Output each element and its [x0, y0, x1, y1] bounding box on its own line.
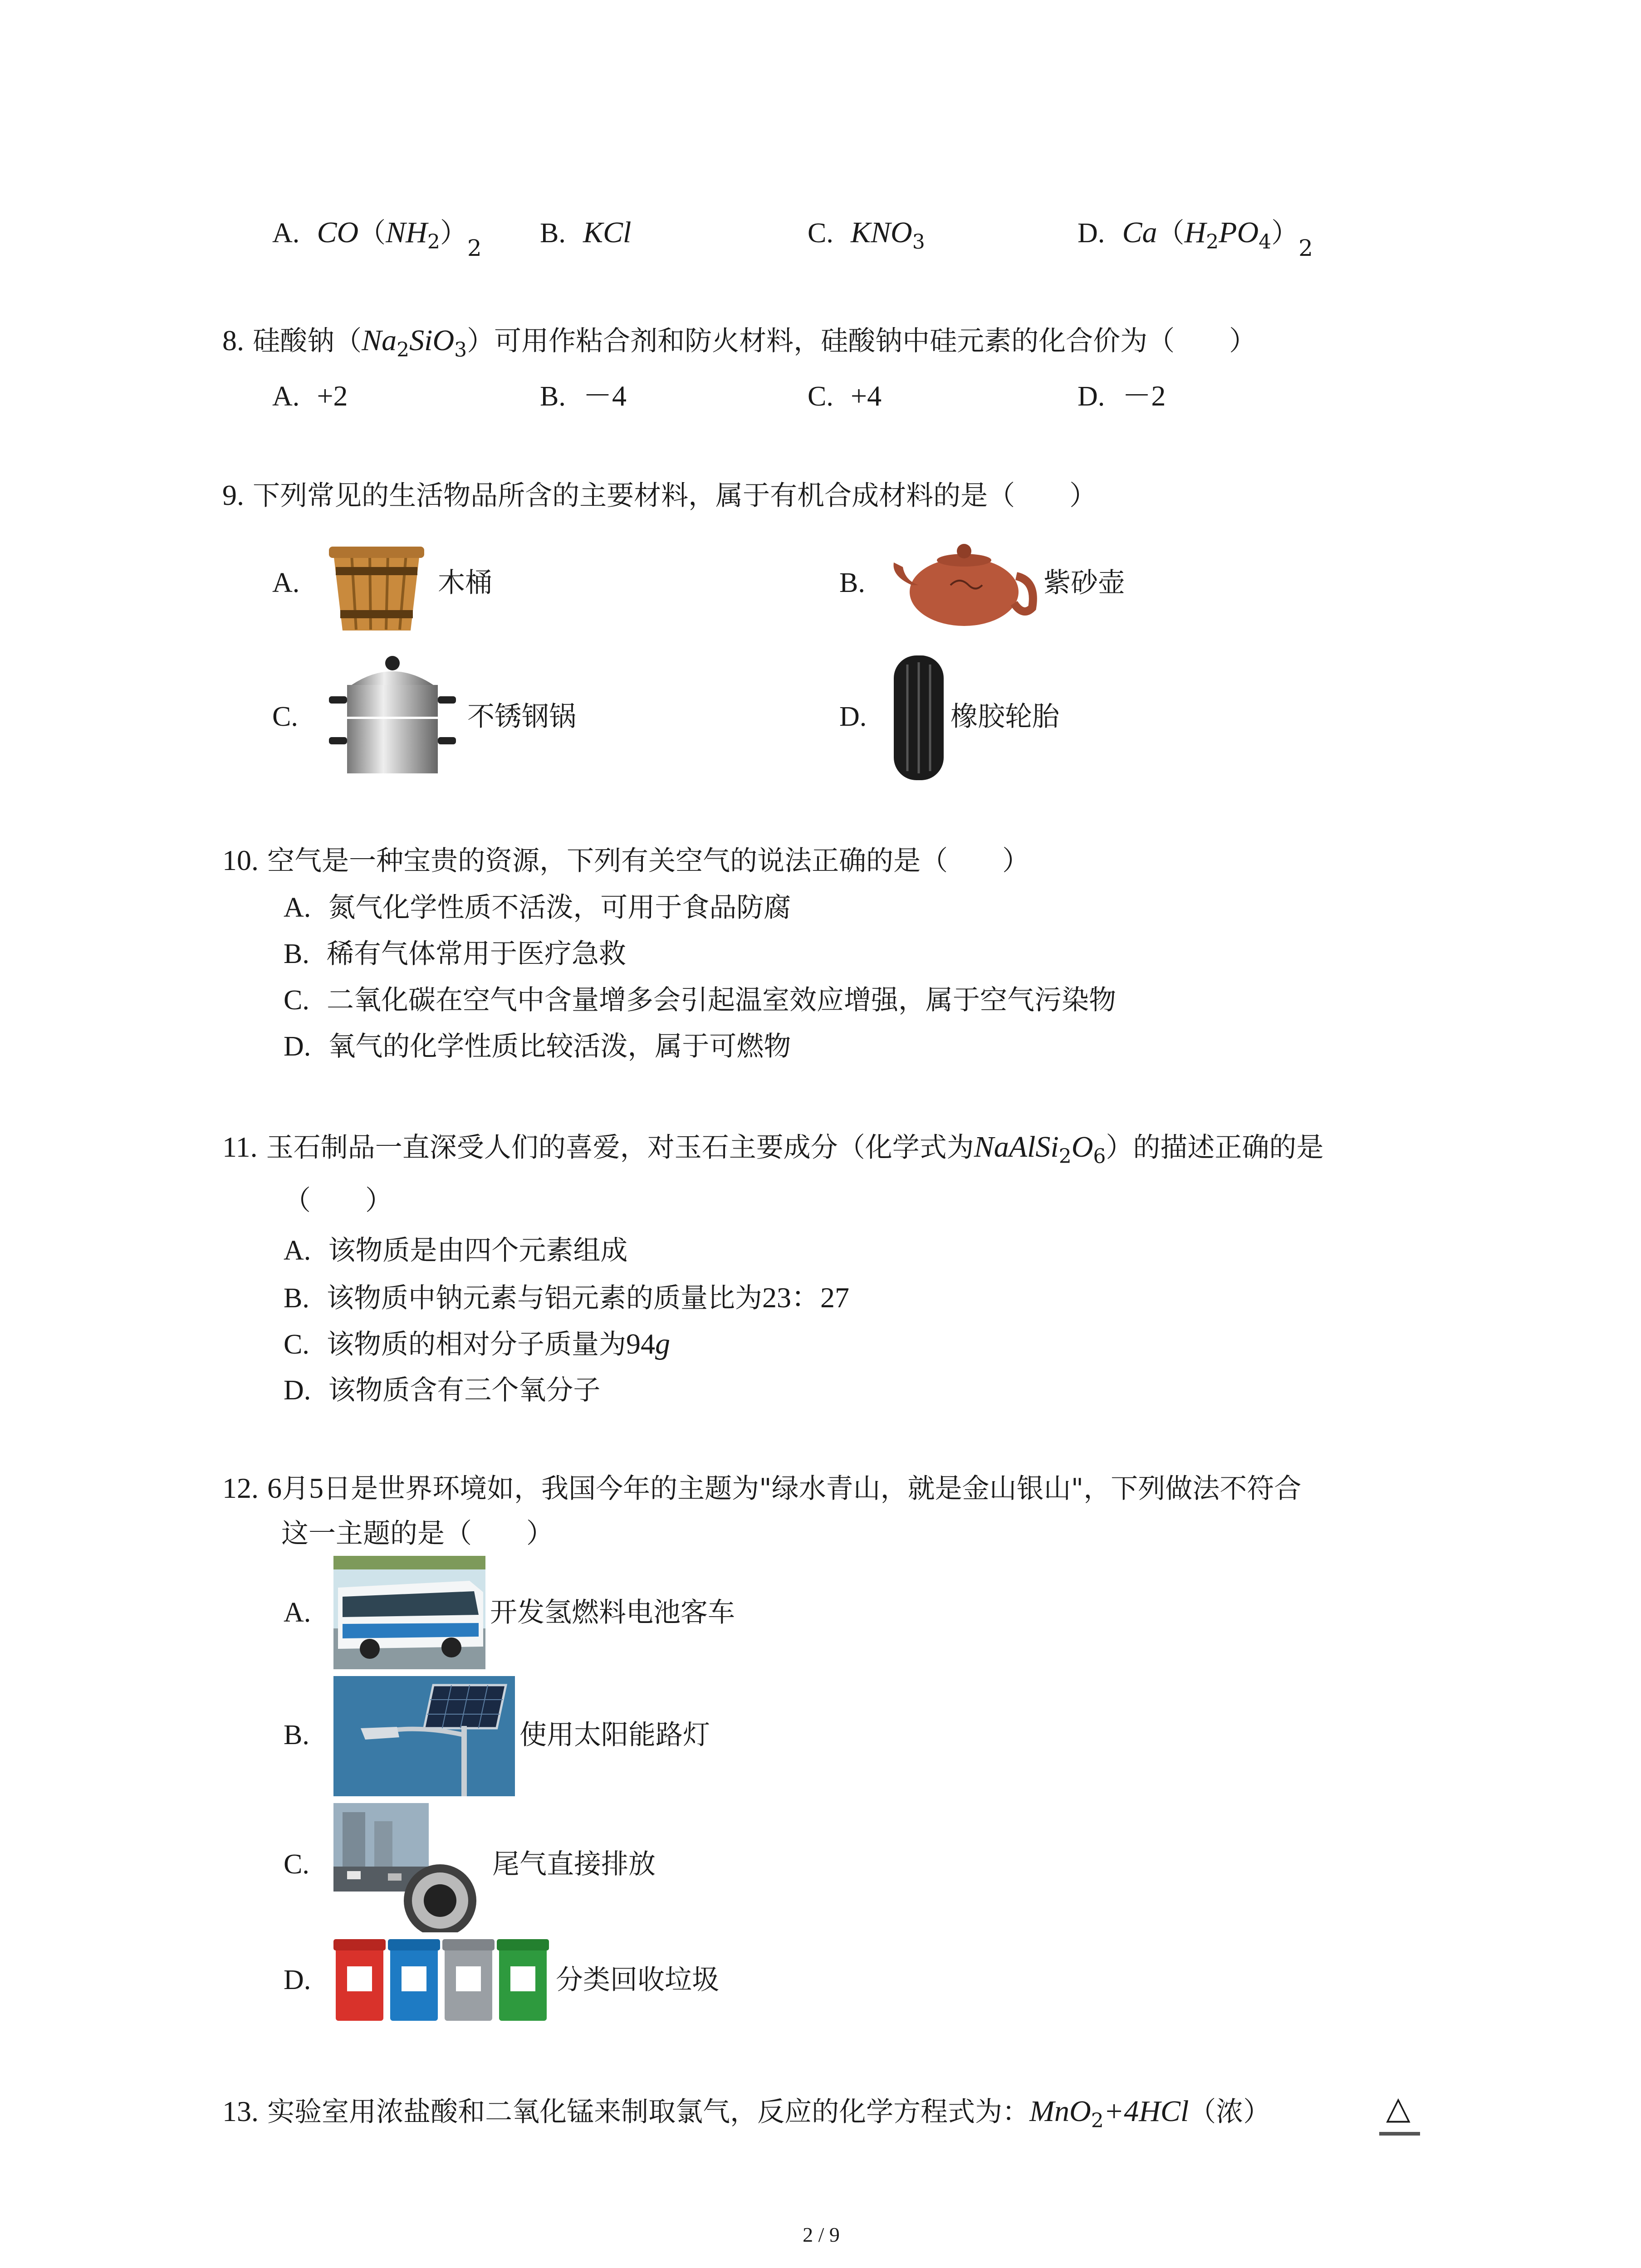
q9-stem: 9. 下列常见的生活物品所含的主要材料，属于有机合成材料的是（ ） — [222, 479, 1097, 512]
q9-option-b-text: 紫砂壶 — [1043, 567, 1125, 599]
teapot-image — [887, 535, 1039, 635]
q10-stem: 10. 空气是一种宝贵的资源，下列有关空气的说法正确的是（ ） — [222, 844, 1030, 877]
q9-option-d-text: 橡胶轮胎 — [950, 701, 1059, 733]
fuel-cell-bus-image — [333, 1556, 485, 1669]
q10-option-b: B. 稀有气体常用于医疗急救 — [284, 938, 627, 970]
exhaust-pipe-image — [333, 1803, 488, 1932]
q8-stem: 8. 硅酸钠$(Na_2SiO_3)$可用作粘合剂和防火材料，硅酸钠中硅元素的化合价为（ ） — [222, 324, 1257, 362]
q7-option-b: B. KCl — [540, 216, 632, 249]
page-number: 2 / 9 — [803, 2223, 840, 2246]
q12-option-b-text: 使用太阳能路灯 — [519, 1719, 710, 1751]
recycling-bins-image — [333, 1930, 551, 2023]
solar-street-light-image — [333, 1676, 515, 1796]
q9-option-d-label: D. — [839, 701, 867, 732]
q11-option-c: C. 该物质的相对分子质量为94g — [284, 1327, 671, 1360]
wooden-bucket-image — [320, 526, 433, 640]
steel-pot-image — [320, 653, 465, 782]
q10-option-c: C. 二氧化碳在空气中含量增多会引起温室效应增强，属于空气污染物 — [284, 984, 1117, 1016]
q10-option-a: A. 氮气化学性质不活泼，可用于食品防腐 — [284, 892, 791, 924]
q12-option-c-text: 尾气直接排放 — [492, 1848, 656, 1880]
q12-option-b-label: B. — [284, 1720, 309, 1750]
q12-stem-continued: 这一主题的是（ ） — [281, 1518, 554, 1549]
q8-option-b: B. －4 — [540, 380, 627, 412]
q9-option-b-label: B. — [839, 567, 865, 598]
q8-option-d: D. －2 — [1078, 380, 1166, 412]
q12-option-c-label: C. — [284, 1849, 309, 1880]
q12-stem: 12. 6月5日是世界环境如，我国今年的主题为"绿水青山，就是金山银山"，下列做法不符合 — [222, 1472, 1302, 1505]
reaction-condition-underline — [1379, 2132, 1420, 2136]
q9-option-a-label: A. — [272, 567, 300, 598]
q11-option-d: D. 该物质含有三个氧分子 — [284, 1374, 601, 1406]
q11-stem: 11. 玉石制品一直深受人们的喜爱，对玉石主要成分（化学式为$NaAlSi_2O_6$）的描述正确的是 — [222, 1130, 1324, 1168]
rubber-tire-image — [889, 653, 948, 782]
q7-option-d: D. $Ca(H_2PO_4)_2$ — [1078, 216, 1313, 261]
q11-option-a: A. 该物质是由四个元素组成 — [284, 1235, 628, 1266]
q12-option-d-text: 分类回收垃圾 — [556, 1964, 719, 1996]
q9-option-c-label: C. — [272, 701, 298, 732]
q12-option-a-text: 开发氢燃料电池客车 — [490, 1597, 735, 1628]
q7-option-c: C. $KNO_3$ — [808, 216, 925, 254]
heating-delta-symbol: △ — [1386, 2089, 1411, 2126]
q7-option-a: A. $CO(NH_2)_2$ — [272, 216, 482, 261]
q11-stem-continued: （ ） — [284, 1185, 392, 1217]
q8-option-a: A. +2 — [272, 380, 348, 412]
q11-option-b: B. 该物质中钠元素与铝元素的质量比为23：27 — [284, 1281, 850, 1314]
q12-option-d-label: D. — [284, 1965, 311, 1995]
q12-option-a-label: A. — [284, 1597, 311, 1628]
q8-option-c: C. +4 — [808, 380, 882, 412]
q9-option-a-text: 木桶 — [438, 567, 492, 599]
q10-option-d: D. 氧气的化学性质比较活泼，属于可燃物 — [284, 1031, 791, 1062]
q9-option-c-text: 不锈钢锅 — [467, 701, 576, 733]
q13-stem: 13. 实验室用浓盐酸和二氧化锰来制取氯气，反应的化学方程式为：MnO$_2$+4HCl（浓） — [222, 2095, 1271, 2132]
